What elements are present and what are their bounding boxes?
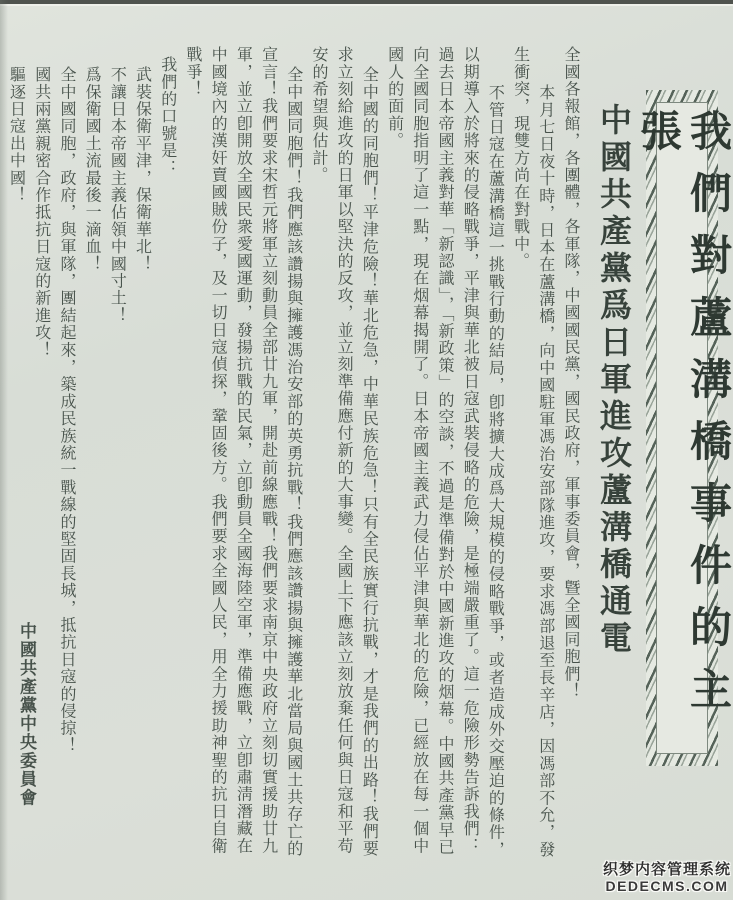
paragraph-demands: 全中國同胞們！我們應該讚揚與擁護馮治安部的英勇抗戰！我們應該讚揚與擁護華北當局與國土共存亡的宣言！我們要求宋哲元將軍立刻動員全部廿九軍，開赴前線應戰！我們要求南京中央政府立刻切實援助廿九軍，並立卽開放全國民衆愛國運動，發揚抗戰的民氣，立卽動員全國海陸空軍，準備應戰，立卽肅淸潛藏在中國境內的漢奸賣國賊份子，及一切日寇偵探，鞏固後方。我們要求全國人民，用全力援助神聖的抗日自衛戰爭！ (183, 46, 302, 858)
watermark-cms-name: 织梦内容管理系统 (602, 860, 731, 878)
paragraph-addressees: 全國各報館，各團體，各軍隊，中國國民黨，國民政府，軍事委員會，曁全國同胞們！ (562, 46, 579, 700)
watermark (603, 861, 731, 894)
paragraph-incident-report: 本月七日夜十時，日本在蘆溝橋，向中國駐軍馮治安部隊進攻，要求馮部退至長辛店，因馮部不允，發生衝突，現雙方尚在對戰中。 (511, 46, 554, 858)
scan-edge-highlight (0, 4, 733, 6)
slogan-line: 不讓日本帝國主義佔領中國寸土！ (108, 66, 126, 324)
watermark-domain: DEDECMS.COM (605, 877, 729, 894)
page-title: 我們對蘆溝橋事件的主張 (634, 109, 730, 729)
slogan-line: 爲保衛國土流最後一滴血！ (83, 66, 101, 273)
paragraph-slogan-intro: 我們的口號是： (158, 56, 176, 177)
slogan-line: 全中國同胞，政府，與軍隊，團結起來，築成民族統一戰線的堅固長城，抵抗日寇的侵掠！ (57, 66, 75, 754)
slogan-line: 國共兩黨親密合作抵抗日寇的新進攻！ (32, 66, 50, 359)
slogan-line: 武裝保衛平津，保衛華北！ (133, 66, 151, 273)
signature: 中國共產黨中央委員會 (17, 622, 36, 807)
headline-inner-panel (634, 102, 730, 754)
paragraph-call-to-resist: 全中國的同胞們！平津危險！華北危急，中華民族危急！只有全民族實行抗戰，才是我們的出路！我們要求立刻給進攻的日軍以堅決的反攻，並立刻準備應付新的大事變。全國上下應該立刻放棄任何與日寇和平苟安的希望與估計。 (309, 46, 378, 858)
paragraph-danger-analysis: 不管日寇在蘆溝橋這一挑戰行動的結局，卽將擴大成爲大規模的侵略戰爭，或者造成外交壓迫的條件，以期導入於將來的侵略戰爭，平津與華北被日寇武裝侵略的危險，是極端嚴重了。這一危險形勢告訴我們：過去日本帝國主義對華「新認識」，「新政策」的空談，不過是準備對於中國新進攻的烟幕。中國共產黨早已向全國同胞指明了這一點，現在烟幕揭開了。日本帝國主義武力侵佔平津與華北的危險，已經放在每一個中國人的面前。 (385, 46, 504, 858)
document-subtitle: 中國共產黨爲日軍進攻蘆溝橋通電 (596, 103, 632, 658)
headline-frame (634, 90, 730, 766)
slogan-line: 驅逐日寇出中國！ (7, 66, 25, 204)
